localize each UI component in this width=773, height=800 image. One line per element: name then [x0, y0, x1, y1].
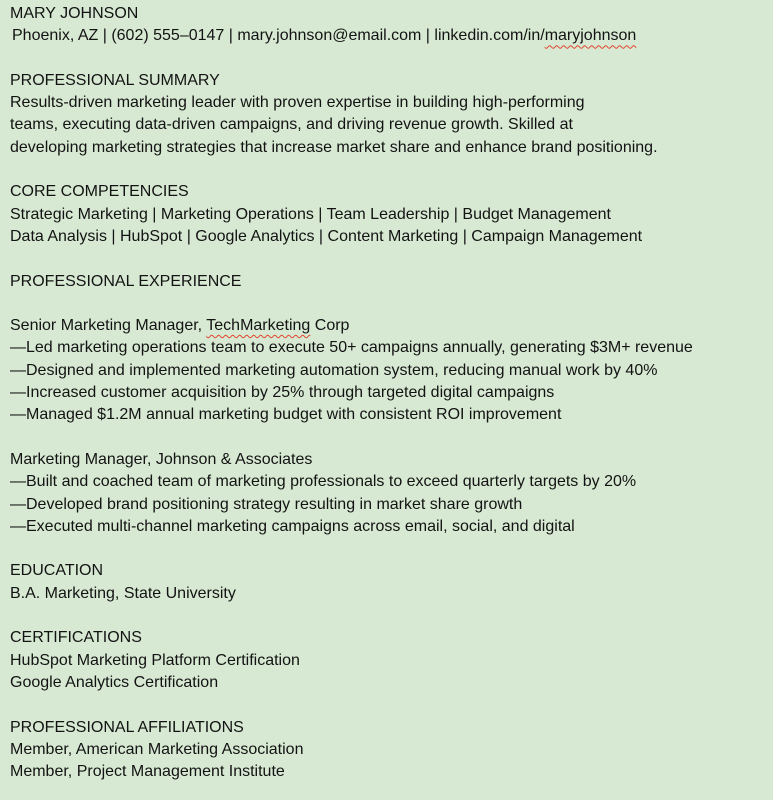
job-title-text: Corp — [310, 317, 350, 335]
section-education — [10, 560, 763, 605]
section-certifications — [10, 627, 763, 694]
resume-name: MARY JOHNSON — [10, 5, 139, 22]
section-professional-affiliations — [10, 717, 763, 784]
summary-line: teams, executing data-driven campaigns, and driving revenue growth. Skilled at — [10, 116, 573, 134]
contact-line — [10, 25, 763, 47]
linkedin-handle-misspelled[interactable]: maryjohnson — [544, 27, 637, 45]
job-bullet: —Led marketing operations team to execute 50+ campaigns annually, generating $3M+ revenue — [10, 339, 693, 357]
section-heading-certifications: CERTIFICATIONS — [10, 629, 142, 647]
job-title: Marketing Manager, Johnson & Associates — [10, 450, 313, 468]
section-professional-experience — [10, 271, 763, 293]
certification-line: Google Analytics Certification — [10, 673, 219, 691]
summary-line: developing marketing strategies that increase market share and enhance brand positioning. — [10, 138, 658, 156]
job-bullet: —Designed and implemented marketing automation system, reducing manual work by 40% — [10, 361, 658, 379]
education-line: B.A. Marketing, State University — [10, 584, 236, 602]
competencies-line: Strategic Marketing | Marketing Operations | Team Leadership | Budget Management — [10, 205, 611, 223]
section-heading-competencies: CORE COMPETENCIES — [10, 183, 189, 201]
summary-line: Results-driven marketing leader with proven expertise in building high-performing — [10, 94, 585, 112]
job-bullet: —Built and coached team of marketing professionals to exceed quarterly targets by 20% — [10, 473, 637, 491]
job-bullet: —Increased customer acquisition by 25% through targeted digital campaigns — [10, 384, 555, 402]
affiliation-line: Member, Project Management Institute — [10, 763, 285, 781]
job-title — [10, 315, 763, 337]
company-name-misspelled[interactable]: TechMarketing — [206, 317, 311, 335]
resume-header — [10, 3, 763, 48]
section-heading-affiliations: PROFESSIONAL AFFILIATIONS — [10, 718, 244, 736]
competencies-line: Data Analysis | HubSpot | Google Analytics | Content Marketing | Campaign Management — [10, 227, 643, 245]
job-bullet: —Developed brand positioning strategy resulting in market share growth — [10, 495, 523, 513]
certification-line: HubSpot Marketing Platform Certification — [10, 651, 300, 669]
section-heading-summary: PROFESSIONAL SUMMARY — [10, 71, 220, 89]
section-heading-experience: PROFESSIONAL EXPERIENCE — [10, 272, 242, 290]
section-professional-summary — [10, 70, 763, 159]
job-bullet: —Managed $1.2M annual marketing budget with consistent ROI improvement — [10, 406, 562, 424]
contact-text: Phoenix, AZ | (602) 555–0147 | mary.johnson@email.com | linkedin.com/in/ — [12, 27, 545, 45]
job-title-text: Senior Marketing Manager, — [10, 317, 207, 335]
section-heading-education: EDUCATION — [10, 562, 104, 580]
job-senior-marketing-manager — [10, 315, 763, 426]
section-core-competencies — [10, 181, 763, 248]
affiliation-line: Member, American Marketing Association — [10, 740, 304, 758]
job-marketing-manager — [10, 449, 763, 538]
job-bullet: —Executed multi-channel marketing campaigns across email, social, and digital — [10, 517, 575, 535]
